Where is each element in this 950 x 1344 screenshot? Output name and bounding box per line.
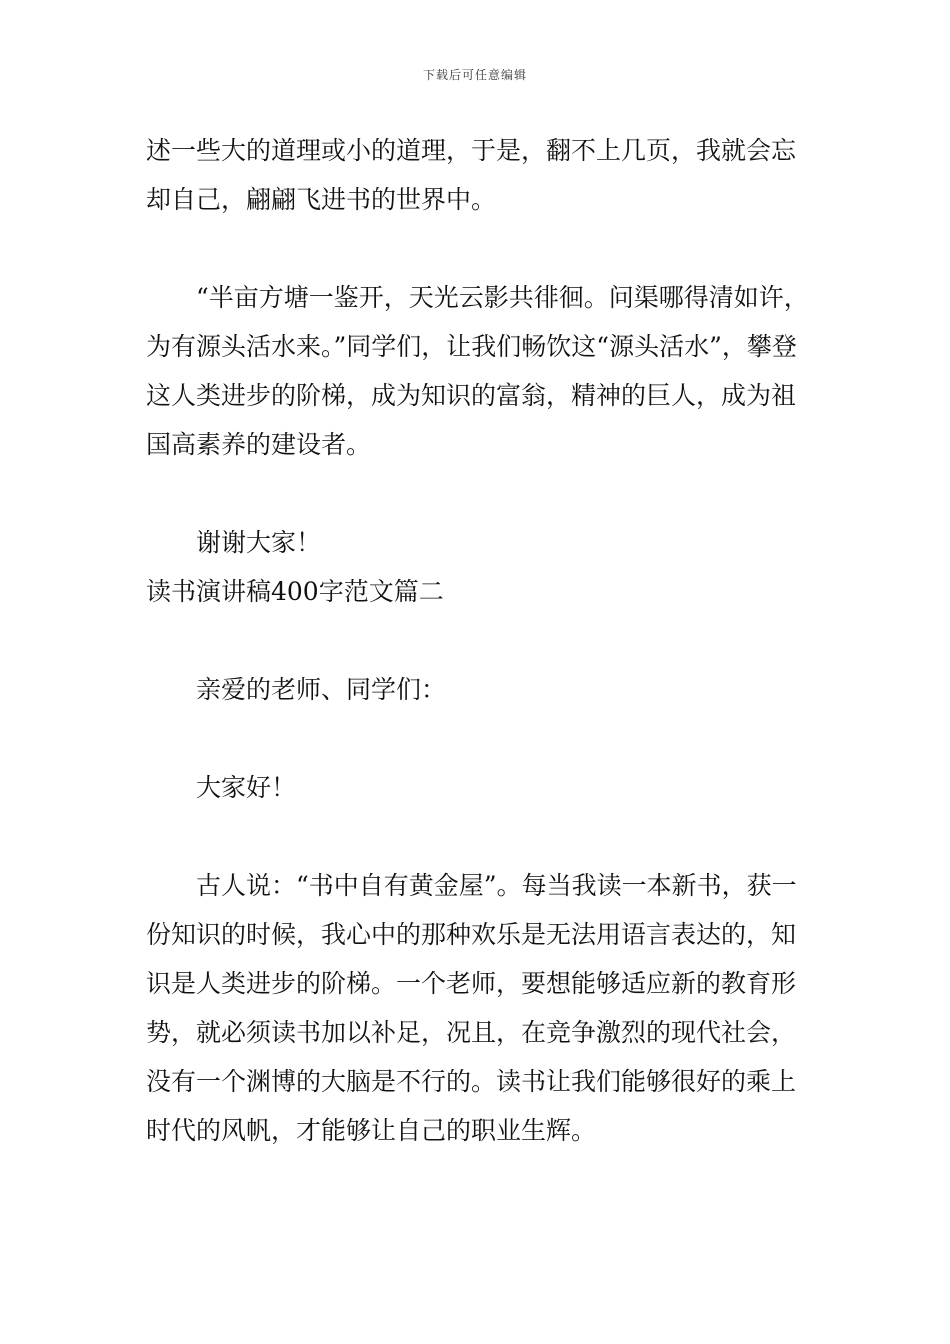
download-note: 下载后可任意编辑	[422, 68, 527, 82]
section-title: 读书演讲稿400字范文篇二	[146, 577, 444, 606]
paragraph-2: “半亩方塘一鉴开，天光云影共徘徊。问渠哪得清如许，为有源头活水来。”同学们，让我们畅饮这“源头活水”，攀登这人类进步的阶梯，成为知识的富翁，精神的巨人，成为祖国高素养的建设者。	[146, 283, 809, 459]
paragraph-4: 亲爱的老师、同学们：	[196, 675, 447, 704]
paragraph-6: 古人说：“书中自有黄金屋”。每当我读一本新书，获一份知识的时候，我心中的那种欢乐是无法用语言表达的，知识是人类进步的阶梯。一个老师，要想能够适应新的教育形势，就必须读书加以补足，况且，在竞争激烈的现代社会，没有一个渊博的大脑是不行的。读书让我们能够很好的乘上时代的风帆，才能够让自己的职业生辉。	[146, 871, 797, 1145]
paragraph-5: 大家好！	[196, 773, 297, 802]
paragraph-3: 谢谢大家！	[196, 528, 322, 557]
paragraph-1: 述一些大的道理或小的道理，于是，翻不上几页，我就会忘却自己，翩翩飞进书的世界中。	[146, 136, 797, 214]
document-body	[146, 126, 810, 1155]
